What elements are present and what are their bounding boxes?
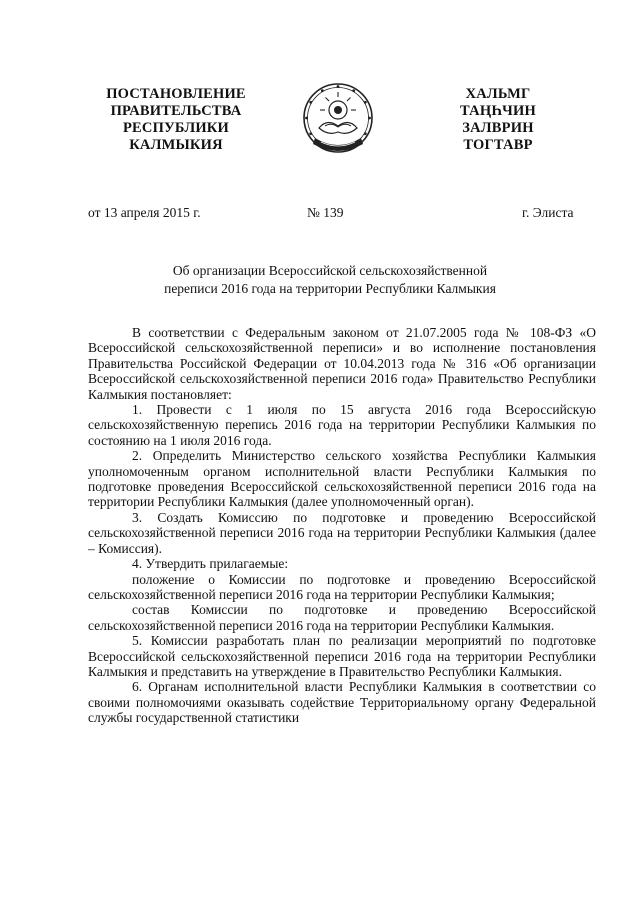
header-left-line: ПРАВИТЕЛЬСТВА xyxy=(110,103,242,119)
title-line: Об организации Всероссийской сельскохозяйственной xyxy=(172,263,488,278)
paragraph-item-4-sub-1: положение о Комиссии по подготовке и проведению Всероссийской сельскохозяйственной переписи 2016 года на территории Республики Калмыкия; xyxy=(88,571,596,602)
header-russian-title xyxy=(96,86,256,154)
document-number: № 139 xyxy=(307,205,344,220)
header-right-line: ТАҢҺЧИН xyxy=(460,103,536,119)
document-city: г. Элиста xyxy=(522,205,574,220)
paragraph-item-4: 4. Утвердить прилагаемые: xyxy=(132,556,289,572)
header-kalmyk-title xyxy=(438,86,558,154)
paragraph-item-1: 1. Провести с 1 июля по 15 августа 2016 года Всероссийскую сельскохозяйственную перепись 2016 года на территории Республики Калмыкия по состоянию на 1 июля 2016 года. xyxy=(88,402,596,448)
paragraph-preamble: В соответствии с Федеральным законом от 21.07.2005 года № 108-ФЗ «О Всероссийской сельскохозяйственной переписи» и во исполнение постановления Правительства Российской Федерации от 10.04.2013 года № 316 «Об организации Всероссийской сельскохозяйственной переписи 2016 года» Правительство Республики Калмыкия постановляет: xyxy=(88,325,596,402)
paragraph-item-5: 5. Комиссии разработать план по реализации мероприятий по подготовке Всероссийской сельскохозяйственной переписи 2016 года на территории Республики Калмыкия и представить на утверждение в Правительство Республики Калмыкия. xyxy=(88,633,596,679)
header-left-line: КАЛМЫКИЯ xyxy=(129,137,223,153)
document-body xyxy=(88,325,596,726)
paragraph-item-3: 3. Создать Комиссию по подготовке и проведению Всероссийской сельскохозяйственной переписи 2016 года на территории Республики Калмыкия (далее – Комиссия). xyxy=(88,509,596,556)
paragraph-item-4-sub-2: состав Комиссии по подготовке и проведению Всероссийской сельскохозяйственной переписи 2016 года на территории Республики Калмыкия. xyxy=(88,602,596,633)
header-right-line: ТОГТАВР xyxy=(463,137,533,153)
document-title xyxy=(110,262,550,298)
title-line: переписи 2016 года на территории Республики Калмыкия xyxy=(164,281,496,296)
kalmykia-coat-of-arms-icon xyxy=(301,80,375,158)
header-right-line: ЗАЛВРИН xyxy=(462,120,534,136)
header-right-line: ХАЛЬМГ xyxy=(465,86,531,102)
paragraph-item-6: 6. Органам исполнительной власти Республики Калмыкия в соответствии со своими полномочиями оказывать содействие Территориальному органу Федеральной службы государственной статистики xyxy=(88,679,596,726)
document-date: от 13 апреля 2015 г. xyxy=(88,205,201,220)
header-left-line: РЕСПУБЛИКИ xyxy=(122,120,230,136)
header-left-line: ПОСТАНОВЛЕНИЕ xyxy=(106,86,246,102)
paragraph-item-2: 2. Определить Министерство сельского хозяйства Республики Калмыкия уполномоченным органом исполнительной власти Республики Калмыкия по подготовке проведения Всероссийской сельскохозяйственной переписи 2016 года на территории Республики Калмыкия (далее уполномоченный орган). xyxy=(88,448,596,510)
